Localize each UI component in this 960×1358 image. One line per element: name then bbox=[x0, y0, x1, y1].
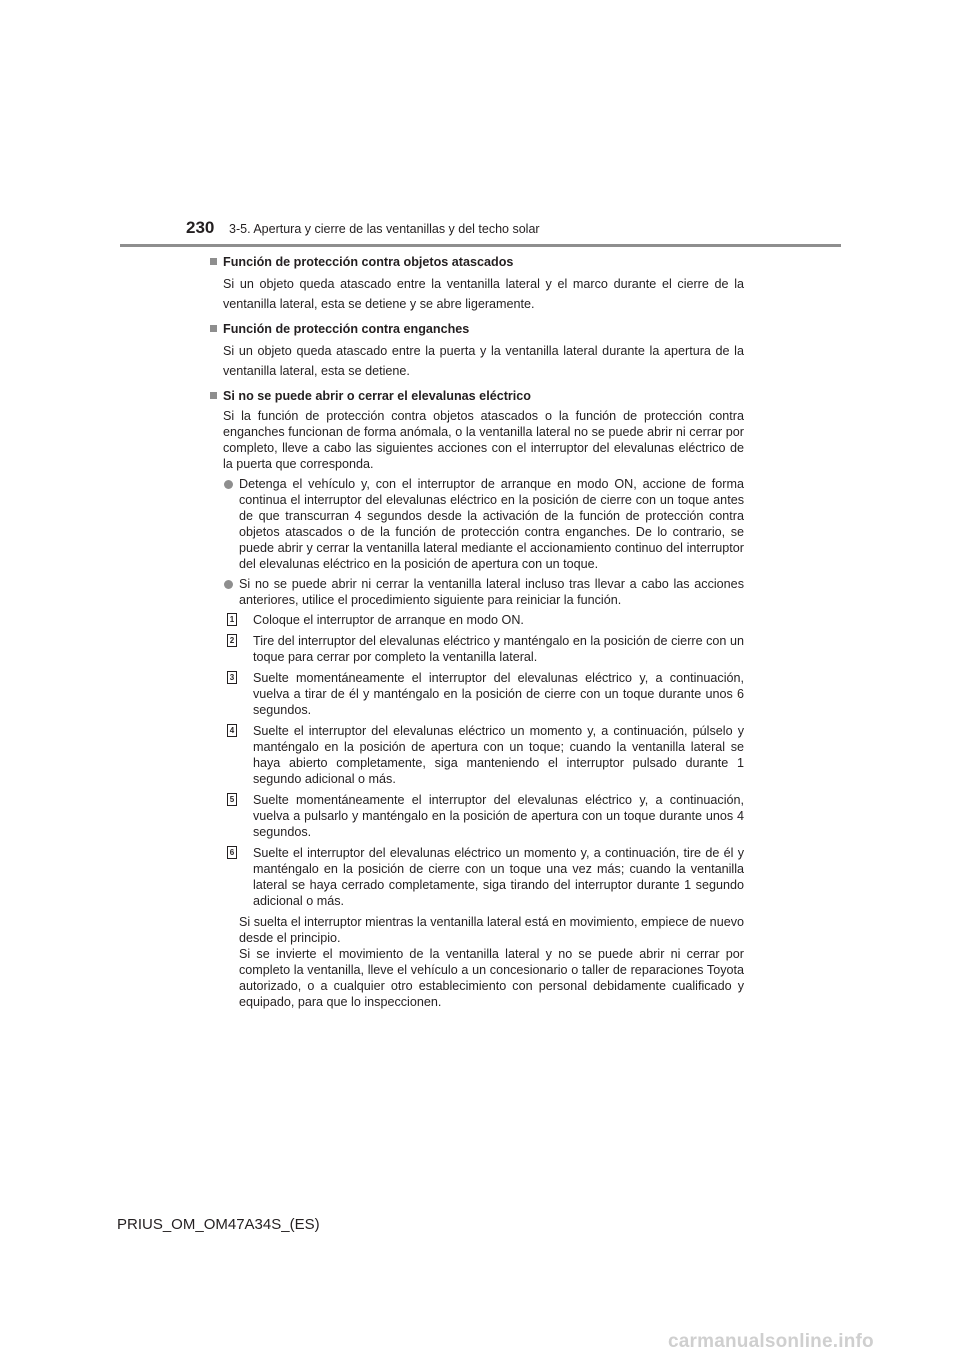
step-text: Suelte momentáneamente el interruptor del elevalunas eléctrico y, a continuación, vuelva a tirar de él y manténgalo en la posición de cierre con un toque durante unos 6 segundos. bbox=[253, 671, 744, 717]
section-snag-protection bbox=[209, 321, 744, 381]
chapter-title: 3-5. Apertura y cierre de las ventanillas y del techo solar bbox=[229, 222, 540, 236]
step-text: Tire del interruptor del elevalunas eléctrico y manténgalo en la posición de cierre con un toque para cerrar por completo la ventanilla lateral. bbox=[253, 634, 744, 664]
step-number-badge: 2 bbox=[227, 634, 237, 647]
circle-bullet-icon bbox=[224, 580, 233, 589]
section-window-fault bbox=[209, 388, 744, 1010]
closing-note bbox=[239, 914, 744, 1010]
step-item bbox=[229, 792, 744, 840]
list-item: Detenga el vehículo y, con el interruptor de arranque en modo ON, accione de forma continua el interruptor del elevalunas eléctrico en la posición de cierre con un toque antes de que transcurran 4 segundos desde la activación de la función de protección contra objetos atascados o de la función de protección contra enganches. De lo contrario, se puede abrir y cerrar la ventanilla lateral mediante el accionamiento continuo del interruptor del elevalunas eléctrico en la posición de apertura con un toque. bbox=[223, 476, 744, 572]
section-heading: Función de protección contra enganches bbox=[209, 321, 744, 337]
step-text: Suelte el interruptor del elevalunas eléctrico un momento y, a continuación, tire de él y manténgalo en la posición de cierre con un toque una vez más; cuando la ventanilla lateral se haya cerrado completamente, siga tirando del interruptor durante 1 segundo adicional o más. bbox=[253, 846, 744, 908]
closing-paragraph: Si suelta el interruptor mientras la ventanilla lateral está en movimiento, empiece de nuevo desde el principio. bbox=[239, 915, 744, 945]
closing-paragraph: Si se invierte el movimiento de la ventanilla lateral y no se puede abrir ni cerrar por completo la ventanilla, lleve el vehículo a un concesionario o taller de reparaciones Toyota autorizado, o a cualquier otro establecimiento con personal debidamente cualificado y equipado, para que lo inspeccionen. bbox=[239, 947, 744, 1009]
step-item bbox=[229, 633, 744, 665]
step-item bbox=[229, 723, 744, 787]
list-item: Si no se puede abrir ni cerrar la ventanilla lateral incluso tras llevar a cabo las acciones anteriores, utilice el procedimiento siguiente para reiniciar la función. bbox=[223, 576, 744, 608]
step-number-badge: 1 bbox=[227, 613, 237, 626]
section-object-protection bbox=[209, 254, 744, 314]
section-text: Si la función de protección contra objetos atascados o la función de protección contra enganches funcionan de forma anómala, o la ventanilla lateral no se puede abrir ni cerrar por completo, lleve a cabo las siguientes acciones con el interruptor del elevalunas eléctrico de la puerta que corresponda. bbox=[223, 409, 744, 471]
step-number-badge: 4 bbox=[227, 724, 237, 737]
step-item bbox=[229, 845, 744, 909]
section-text: Si un objeto queda atascado entre la puerta y la ventanilla lateral durante la apertura de la ventanilla lateral, esta se detiene. bbox=[223, 344, 744, 378]
section-heading: Función de protección contra objetos atascados bbox=[209, 254, 744, 270]
section-heading: Si no se puede abrir o cerrar el elevalunas eléctrico bbox=[209, 388, 744, 404]
step-item bbox=[229, 612, 744, 628]
square-bullet-icon bbox=[210, 325, 217, 332]
watermark: carmanualsonline.info bbox=[668, 1331, 874, 1352]
section-text: Si un objeto queda atascado entre la ventanilla lateral y el marco durante el cierre de la ventanilla lateral, esta se detiene y se abre ligeramente. bbox=[223, 277, 744, 311]
page-number: 230 bbox=[186, 218, 215, 237]
main-content bbox=[209, 254, 744, 1017]
step-number-badge: 6 bbox=[227, 846, 237, 859]
step-text: Suelte el interruptor del elevalunas eléctrico un momento y, a continuación, púlselo y manténgalo en la posición de apertura con un toque; cuando la ventanilla lateral se haya abierto completamente, siga manteniendo el interruptor pulsado durante 1 segundo adicional o más. bbox=[253, 724, 744, 786]
header-divider bbox=[120, 244, 841, 247]
circle-bullet-icon bbox=[224, 480, 233, 489]
step-text: Coloque el interruptor de arranque en modo ON. bbox=[253, 613, 524, 627]
square-bullet-icon bbox=[210, 392, 217, 399]
square-bullet-icon bbox=[210, 258, 217, 265]
step-item bbox=[229, 670, 744, 718]
step-number-badge: 5 bbox=[227, 793, 237, 806]
step-number-badge: 3 bbox=[227, 671, 237, 684]
manual-code: PRIUS_OM_OM47A34S_(ES) bbox=[117, 1216, 320, 1233]
step-text: Suelte momentáneamente el interruptor del elevalunas eléctrico y, a continuación, vuelva a pulsarlo y manténgalo en la posición de apertura con un toque durante unos 4 segundos. bbox=[253, 793, 744, 839]
